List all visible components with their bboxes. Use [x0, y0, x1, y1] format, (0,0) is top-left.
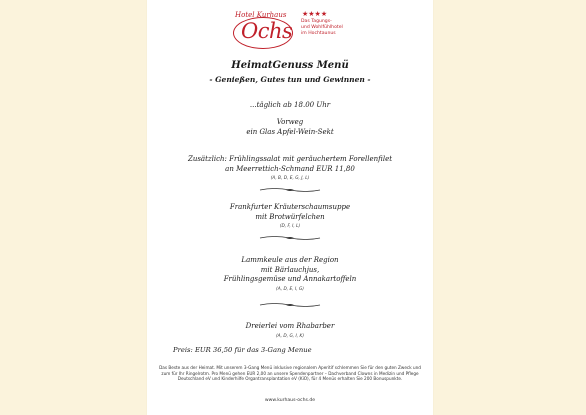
serving-time: ...täglich ab 18.00 Uhr	[249, 101, 331, 109]
allergen-codes: (A, B, D, E, G, J, L)	[270, 176, 310, 181]
allergen-codes: (D, F, I, L)	[279, 224, 301, 229]
soup-course	[147, 203, 433, 232]
allergen-codes: (A, D, G, I, K)	[275, 333, 305, 339]
aperitif	[147, 118, 433, 137]
dessert-line: Dreierlei vom Rhabarber	[245, 322, 335, 330]
ornament-divider	[258, 187, 322, 193]
logo-ochs: Ochs	[241, 19, 293, 43]
logo-tagline	[301, 19, 371, 36]
aperitif-label: Vorweg	[276, 118, 304, 126]
tagline-line: Das Tagungs-	[301, 19, 332, 24]
main-line: Frühlingsgemüse und Annakartoffeln	[223, 275, 357, 283]
logo-mark	[233, 10, 297, 50]
logo-hotel-kurhaus: Hotel Kurhaus	[235, 11, 287, 19]
tagline-line: und Wohlfühlhotel	[301, 24, 343, 30]
footer-note: Das Beste aus der Heimat. Mit unserem 3-Gang Menü inklusive regionalem Aperitif schlemmen Sie für den guten Zweck und zum für Ihr Ringelrotm. Pro Menü gehen EUR 2,00 an unsere Spendenpartner – Dachverband Clowns in Medizin und Pflege Deutschland eV und Kinderhilfe Organtransplantation eV (KiO), für 4 Menüs erhalten Sie 200 Bonuspunkte.	[159, 365, 421, 382]
website-url: www.kurhaus-ochs.de	[264, 398, 316, 403]
menu-subtitle: - Genießen, Gutes tun und Gewinnen -	[209, 75, 371, 84]
tagline-line: im Hochtaunus	[301, 30, 336, 36]
main-line: Lammkeule aus der Region	[241, 256, 339, 264]
soup-line: mit Brotwürfelchen	[255, 212, 325, 221]
extra-course	[165, 155, 415, 184]
menu-page	[147, 0, 433, 415]
main-course	[147, 256, 433, 294]
hotel-logo	[233, 10, 363, 50]
aperitif-item: ein Glas Apfel-Wein-Sekt	[246, 127, 334, 136]
extra-line: Zusätzlich: Frühlingssalat mit geräuchertem Forellenfilet	[187, 155, 393, 163]
extra-line: an Meerrettich-Schmand EUR 11,80	[225, 164, 355, 173]
dessert-course	[147, 322, 433, 341]
menu-price: Preis: EUR 36,50 für das 3-Gang Menue	[173, 346, 312, 354]
main-line: mit Bärlauchjus,	[260, 265, 320, 274]
soup-line: Frankfurter Kräuterschaumsuppe	[229, 203, 351, 211]
ornament-divider	[258, 302, 322, 308]
menu-title: HeimatGenuss Menü	[231, 60, 349, 71]
ornament-divider	[258, 235, 322, 241]
allergen-codes: (A, D, E, I, G)	[276, 286, 304, 292]
star-rating: ★★★★	[302, 10, 328, 18]
